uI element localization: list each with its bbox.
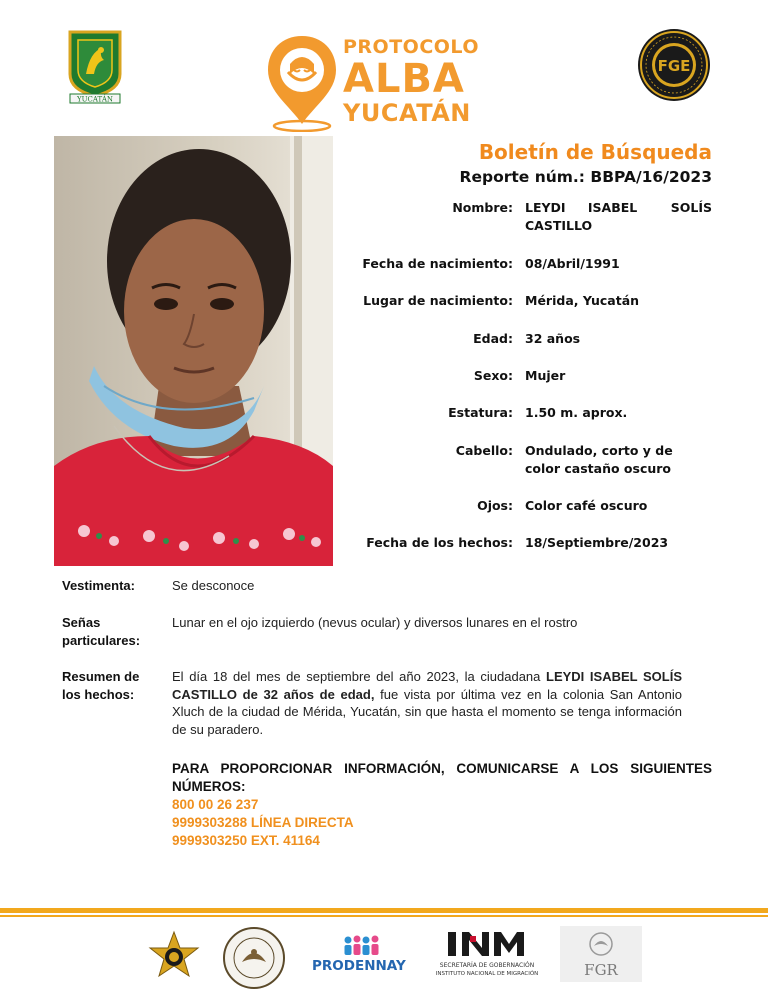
resumen-text-2: fue vista por última vez en la colonia San Antonio Xluch de la ciudad de Mérida, Yucatán, sin que hasta el momento se tenga información de su paradero. [172, 686, 682, 737]
missing-person-photo [54, 136, 333, 566]
fge-text: FGE [657, 57, 691, 75]
police-star-badge-icon [146, 930, 202, 986]
fgr-text: FGR [584, 961, 618, 979]
inm-logo [426, 928, 548, 980]
logo-line2: ALBA [343, 56, 465, 102]
report-number: Reporte núm.: BBPA/16/2023 [459, 168, 712, 186]
field-label: Lugar de nacimiento: [363, 293, 513, 308]
field-value: 08/Abril/1991 [525, 256, 620, 271]
yucatan-coat-of-arms-logo [66, 30, 124, 104]
fgr-logo [560, 926, 642, 982]
bulletin-title: Boletín de Búsqueda [478, 140, 712, 164]
field-value: 1.50 m. aprox. [525, 405, 628, 420]
phone-number[interactable]: 9999303250 EXT. 41164 [172, 833, 320, 848]
resumen-text-1: El día 18 del mes de septiembre del año 2023, la ciudadana [172, 669, 547, 684]
field-fecha-nacimiento [345, 255, 712, 273]
vestimenta-value: Se desconoce [172, 578, 255, 593]
phone-number[interactable]: 9999303288 LÍNEA DIRECTA [172, 815, 354, 830]
footer-divider [0, 908, 768, 913]
seal-left-text: YUCATÁN [76, 95, 114, 104]
field-label: Nombre: [452, 200, 513, 215]
field-label: Cabello: [455, 443, 513, 458]
field-ojos [345, 497, 712, 515]
field-value: 18/Septiembre/2023 [525, 535, 669, 550]
senas-value: Lunar en el ojo izquierdo (nevus ocular) y diversos lunares en el rostro [172, 615, 578, 630]
field-value: LEYDI ISABEL SOLÍS [525, 200, 712, 215]
field-value: Ondulado, corto y de color castaño oscuro [525, 443, 673, 476]
field-label: Sexo: [473, 368, 513, 383]
guardia-nacional-seal-icon [222, 926, 286, 990]
inm-line1: SECRETARÍA DE GOBERNACIÓN [439, 962, 535, 969]
senas-label: Señas particulares: [62, 615, 141, 648]
field-nombre-line2 [345, 217, 712, 235]
field-fecha-hechos [345, 534, 712, 552]
phone-number[interactable]: 800 00 26 237 [172, 797, 259, 812]
field-value: Color café oscuro [525, 498, 648, 513]
field-label: Edad: [473, 331, 513, 346]
location-pin-icon [262, 32, 342, 132]
field-label: Estatura: [448, 405, 513, 420]
resumen-bold-name: LEYDI ISABEL SOLÍS CASTILLO de 32 años de edad, [172, 669, 683, 702]
fge-seal-logo [636, 27, 712, 103]
field-label: Ojos: [477, 498, 513, 513]
alba-logo-text [343, 38, 479, 125]
logo-line1: PROTOCOLO [343, 36, 479, 58]
logo-line3: YUCATÁN [343, 99, 471, 127]
field-lugar-nacimiento [345, 292, 712, 310]
field-value: CASTILLO [525, 218, 593, 233]
resumen-label: Resumen de los hechos: [62, 669, 140, 702]
field-label: Fecha de los hechos: [366, 535, 513, 550]
field-nombre [345, 199, 712, 217]
prodennay-text: PRODENNAY [312, 958, 406, 974]
contact-block [172, 760, 712, 850]
field-value: 32 años [525, 331, 581, 346]
field-label: Fecha de nacimiento: [362, 256, 513, 271]
footer-divider-thin [0, 915, 768, 917]
prodennay-logo [310, 934, 420, 978]
field-sexo [345, 367, 712, 385]
field-value: Mérida, Yucatán [525, 293, 640, 308]
contact-heading: PARA PROPORCIONAR INFORMACIÓN, COMUNICARSE A LOS SIGUIENTES NÚMEROS: [172, 761, 712, 794]
field-estatura [345, 404, 712, 422]
inm-line2: INSTITUTO NACIONAL DE MIGRACIÓN [435, 971, 539, 977]
senas-row [62, 614, 712, 649]
field-cabello [345, 442, 712, 478]
resumen-value [172, 668, 712, 738]
field-value: Mujer [525, 368, 566, 383]
vestimenta-row [62, 577, 712, 595]
vestimenta-label: Vestimenta: [62, 578, 135, 593]
resumen-row [62, 668, 712, 738]
field-edad [345, 330, 712, 348]
